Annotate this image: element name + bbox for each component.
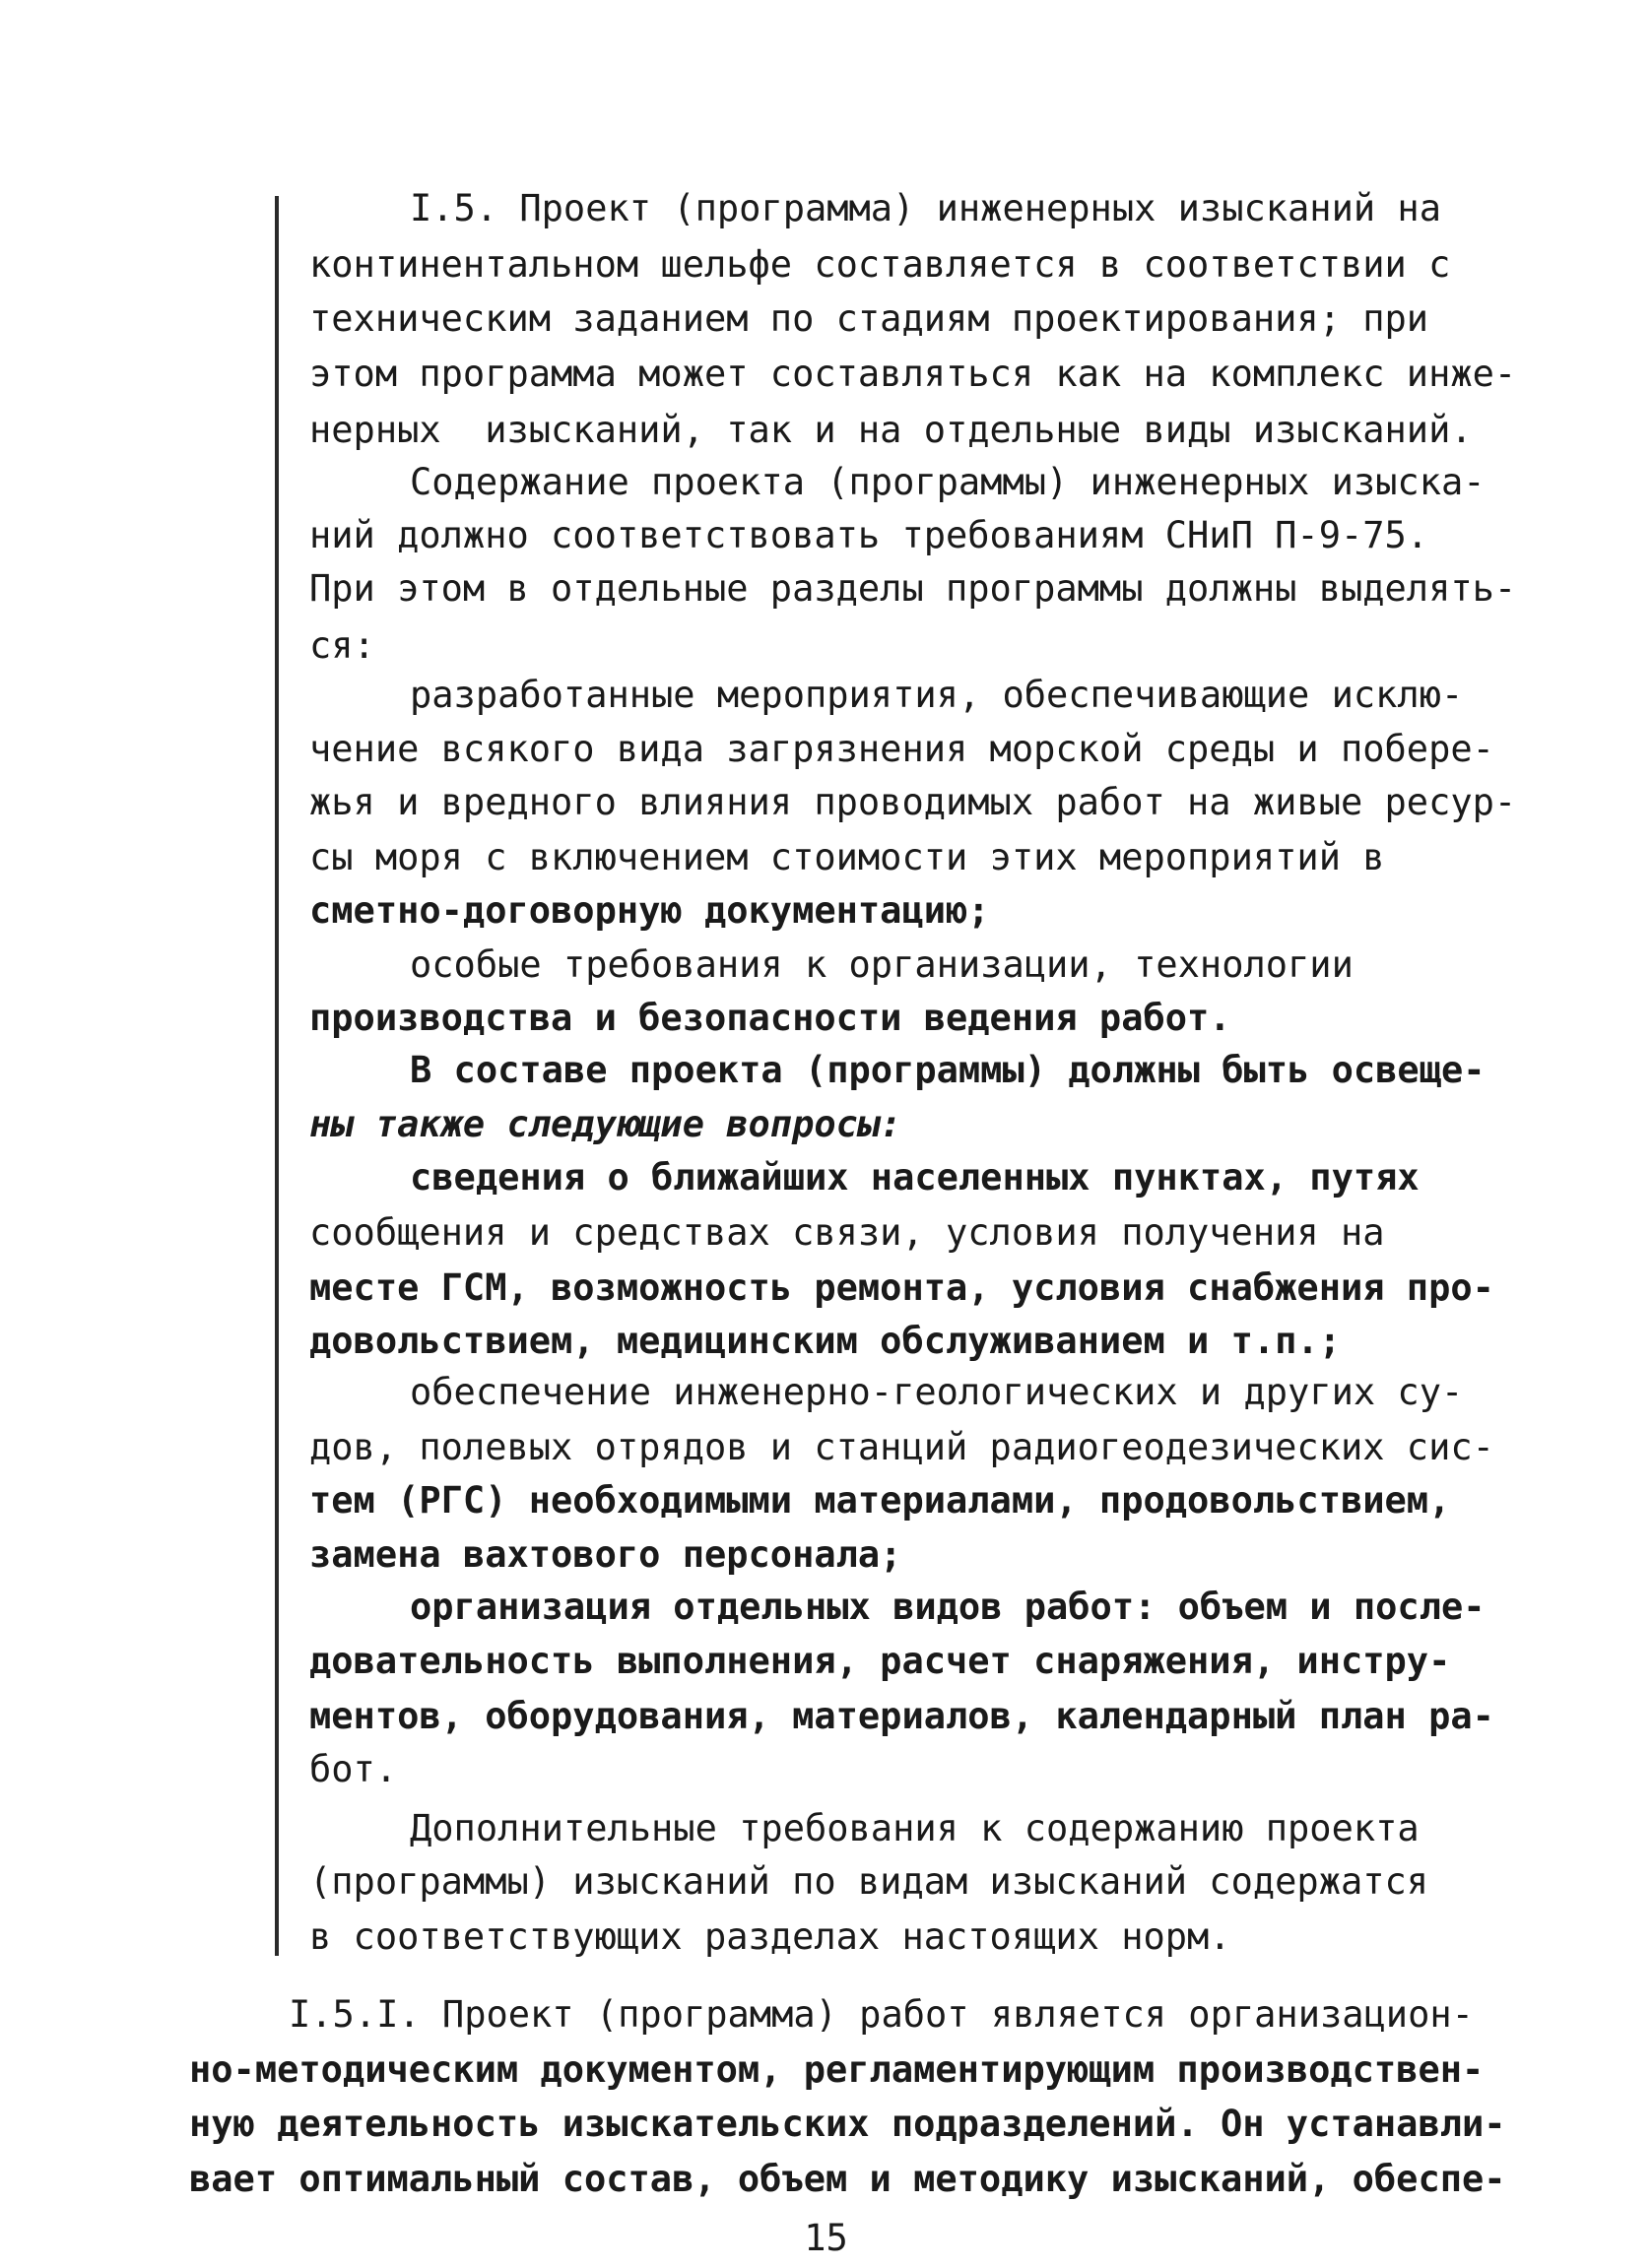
text-line: замена вахтового персонала;: [309, 1533, 902, 1576]
text-line: ную деятельность изыскательских подразделений. Он устанавли-: [189, 2103, 1506, 2145]
text-line: Дополнительные требования к содержанию проекта: [410, 1807, 1420, 1849]
text-line: сы моря с включением стоимости этих мероприятий в: [309, 836, 1385, 878]
text-line: довательность выполнения, расчет снаряжения, инстру-: [309, 1640, 1451, 1682]
text-line: При этом в отдельные разделы программы должны выделять-: [309, 567, 1517, 610]
text-line: техническим заданием по стадиям проектирования; при: [309, 297, 1429, 340]
text-line: разработанные мероприятия, обеспечивающие исклю-: [410, 674, 1464, 716]
text-line: чение всякого вида загрязнения морской среды и побере-: [309, 728, 1494, 770]
text-line: этом программа может составляться как на комплекс инже-: [309, 353, 1517, 395]
text-line: дов, полевых отрядов и станций радиогеодезических сис-: [309, 1426, 1494, 1468]
text-line: сведения о ближайших населенных пунктах, путях: [410, 1156, 1420, 1199]
text-line: тем (РГС) необходимыми материалами, продовольствием,: [309, 1479, 1451, 1522]
text-line: организация отдельных видов работ: объем и после-: [410, 1586, 1486, 1628]
text-line: ся:: [309, 624, 375, 667]
text-line: сметно-договорную документацию;: [309, 889, 990, 932]
text-line: жья и вредного влияния проводимых работ на живые ресур-: [309, 781, 1517, 823]
text-line: I.5.I. Проект (программа) работ является организацион-: [289, 1993, 1474, 2036]
text-line: В составе проекта (программы) должны быть освеще-: [410, 1049, 1486, 1091]
text-line: континентальном шельфе составляется в соответствии с: [309, 243, 1451, 286]
text-line: ны также следующие вопросы:: [309, 1103, 902, 1145]
text-line: особые требования к организации, технологии: [410, 943, 1354, 986]
text-line: довольствием, медицинским обслуживанием и т.п.;: [309, 1320, 1341, 1362]
margin-revision-bar: [275, 196, 279, 1956]
text-line: месте ГСМ, возможность ремонта, условия снабжения про-: [309, 1266, 1494, 1309]
text-line: но-методическим документом, регламентирующим производствен-: [189, 2048, 1485, 2091]
text-line: Содержание проекта (программы) инженерных изыска-: [410, 461, 1486, 503]
text-line: обеспечение инженерно-геологических и других су-: [410, 1371, 1464, 1413]
text-line: ментов, оборудования, материалов, календарный план ра-: [309, 1695, 1494, 1737]
text-line: нерных изысканий, так и на отдельные виды изысканий.: [309, 409, 1473, 451]
text-line: вает оптимальный состав, объем и методику изысканий, обеспе-: [189, 2158, 1506, 2200]
text-line: в соответствующих разделах настоящих норм.: [309, 1915, 1231, 1958]
text-line: ний должно соответствовать требованиям СНиП П-9-75.: [309, 514, 1429, 556]
text-line: бот.: [309, 1748, 398, 1790]
text-line: производства и безопасности ведения работ.: [309, 997, 1231, 1039]
text-line: I.5. Проект (программа) инженерных изысканий на: [410, 187, 1441, 229]
text-line: (программы) изысканий по видам изысканий содержатся: [309, 1860, 1429, 1903]
text-line: сообщения и средствах связи, условия получения на: [309, 1211, 1385, 1254]
page-number: 15: [804, 2217, 848, 2259]
